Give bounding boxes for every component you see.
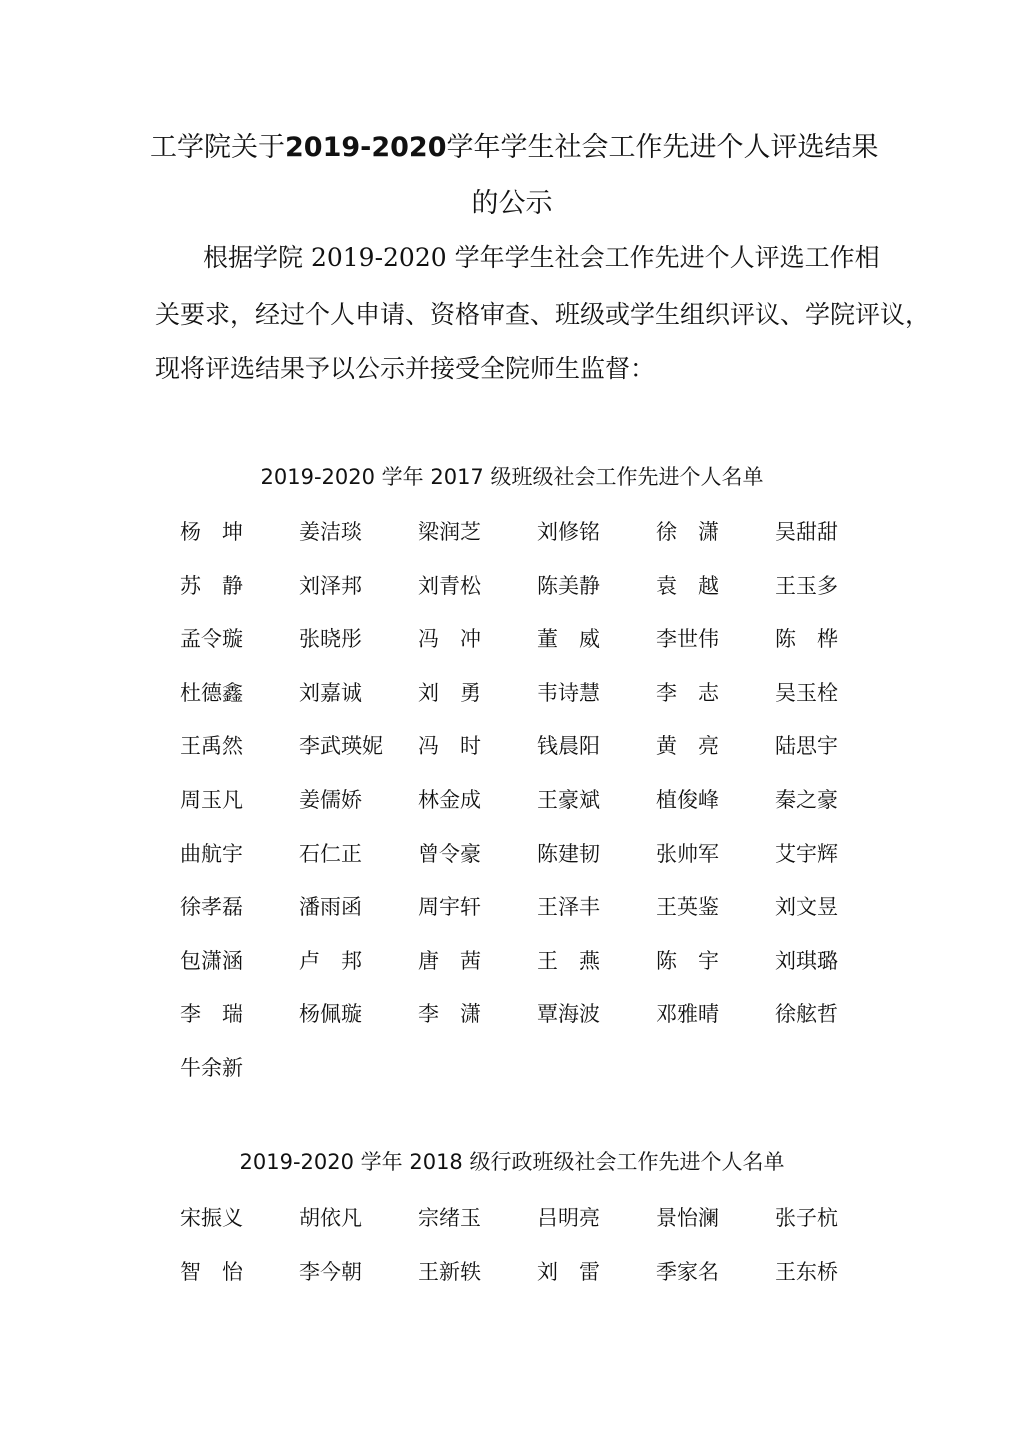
student-name: 刘嘉诚 [299,680,362,705]
student-name: 曲航宇 [180,841,243,866]
student-name: 曾令豪 [418,841,481,866]
name-row [180,999,900,1053]
student-name: 周宇轩 [418,895,481,920]
name-list-2018 [180,1203,900,1310]
student-name: 徐孝磊 [180,895,243,920]
student-name: 李武瑛妮 [299,734,383,759]
student-name: 周玉凡 [180,787,243,812]
name-row [180,731,900,785]
student-name: 景怡澜 [656,1206,719,1230]
student-name: 冯 冲 [418,627,481,652]
student-name: 陈 桦 [775,627,838,652]
student-name: 刘青松 [418,573,481,598]
student-name: 林金成 [418,787,481,812]
name-row [180,946,900,1000]
intro-paragraph-line-1: 根据学院 2019-2020 学年学生社会工作先进个人评选工作相 [203,243,880,272]
student-name: 季家名 [656,1259,719,1284]
student-name: 王泽丰 [537,895,600,920]
student-name: 卢 邦 [299,948,362,973]
student-name: 秦之豪 [775,787,838,812]
student-name: 杜德鑫 [180,680,243,705]
name-row [180,517,900,571]
student-name: 王禹然 [180,734,243,759]
section-heading-2017: 2019-2020 学年 2017 级班级社会工作先进个人名单 [260,465,764,489]
name-row [180,1257,900,1311]
student-name: 孟令璇 [180,627,243,652]
student-name: 唐 茜 [418,948,481,973]
student-name: 李 潇 [418,1002,481,1027]
student-name: 植俊峰 [656,787,719,812]
student-name: 宗绪玉 [418,1206,481,1230]
student-name: 王新轶 [418,1259,481,1284]
intro-paragraph-line-2: 关要求，经过个人申请、资格审查、班级或学生组织评议、学院评议， [155,300,931,329]
student-name: 王豪斌 [537,787,600,812]
student-name: 艾宇辉 [775,841,838,866]
student-name: 石仁正 [299,841,362,866]
document-title-line-2: 的公示 [471,188,553,219]
title-prefix: 工学院关于 [150,132,285,163]
section-heading-2018: 2019-2020 学年 2018 级行政班级社会工作先进个人名单 [239,1150,785,1174]
student-name: 智 怡 [180,1259,243,1284]
name-row [180,1053,900,1107]
name-row [180,785,900,839]
student-name: 宋振义 [180,1206,243,1230]
student-name: 刘修铭 [537,520,600,544]
student-name: 李世伟 [656,627,719,652]
student-name: 冯 时 [418,734,481,759]
name-row [180,571,900,625]
name-row [180,624,900,678]
student-name: 张帅军 [656,841,719,866]
student-name: 胡依凡 [299,1206,362,1230]
student-name: 刘 雷 [537,1259,600,1284]
intro-paragraph-line-3: 现将评选结果予以公示并接受全院师生监督： [155,354,656,383]
document-title-line-1 [150,128,879,168]
student-name: 董 威 [537,627,600,652]
student-name: 陆思宇 [775,734,838,759]
student-name: 李今朝 [299,1259,362,1284]
student-name: 刘泽邦 [299,573,362,598]
name-row [180,839,900,893]
student-name: 吴玉栓 [775,680,838,705]
name-row [180,678,900,732]
student-name: 姜儒娇 [299,787,362,812]
student-name: 牛余新 [180,1055,243,1080]
student-name: 刘琪璐 [775,948,838,973]
student-name: 苏 静 [180,573,243,598]
name-row [180,892,900,946]
name-list-2017 [180,517,900,1107]
name-row [180,1203,900,1257]
student-name: 梁润芝 [418,520,481,544]
student-name: 韦诗慧 [537,680,600,705]
student-name: 张晓彤 [299,627,362,652]
student-name: 陈美静 [537,573,600,598]
student-name: 王英鉴 [656,895,719,920]
student-name: 杨 坤 [180,520,243,544]
student-name: 袁 越 [656,573,719,598]
student-name: 王 燕 [537,948,600,973]
student-name: 黄 亮 [656,734,719,759]
student-name: 姜洁琰 [299,520,362,544]
student-name: 徐 潇 [656,520,719,544]
student-name: 陈建韧 [537,841,600,866]
student-name: 刘 勇 [418,680,481,705]
student-name: 潘雨函 [299,895,362,920]
title-suffix: 学年学生社会工作先进个人评选结果 [446,132,879,163]
student-name: 徐舷哲 [775,1002,838,1027]
student-name: 包潇涵 [180,948,243,973]
student-name: 王玉多 [775,573,838,598]
student-name: 李 志 [656,680,719,705]
student-name: 杨佩璇 [299,1002,362,1027]
student-name: 张子杭 [775,1206,838,1230]
student-name: 邓雅晴 [656,1002,719,1027]
student-name: 李 瑞 [180,1002,243,1027]
student-name: 王东桥 [775,1259,838,1284]
student-name: 刘文昱 [775,895,838,920]
student-name: 覃海波 [537,1002,600,1027]
title-year: 2019-2020 [285,132,447,163]
student-name: 吴甜甜 [775,520,838,544]
student-name: 钱晨阳 [537,734,600,759]
student-name: 吕明亮 [537,1206,600,1230]
student-name: 陈 宇 [656,948,719,973]
